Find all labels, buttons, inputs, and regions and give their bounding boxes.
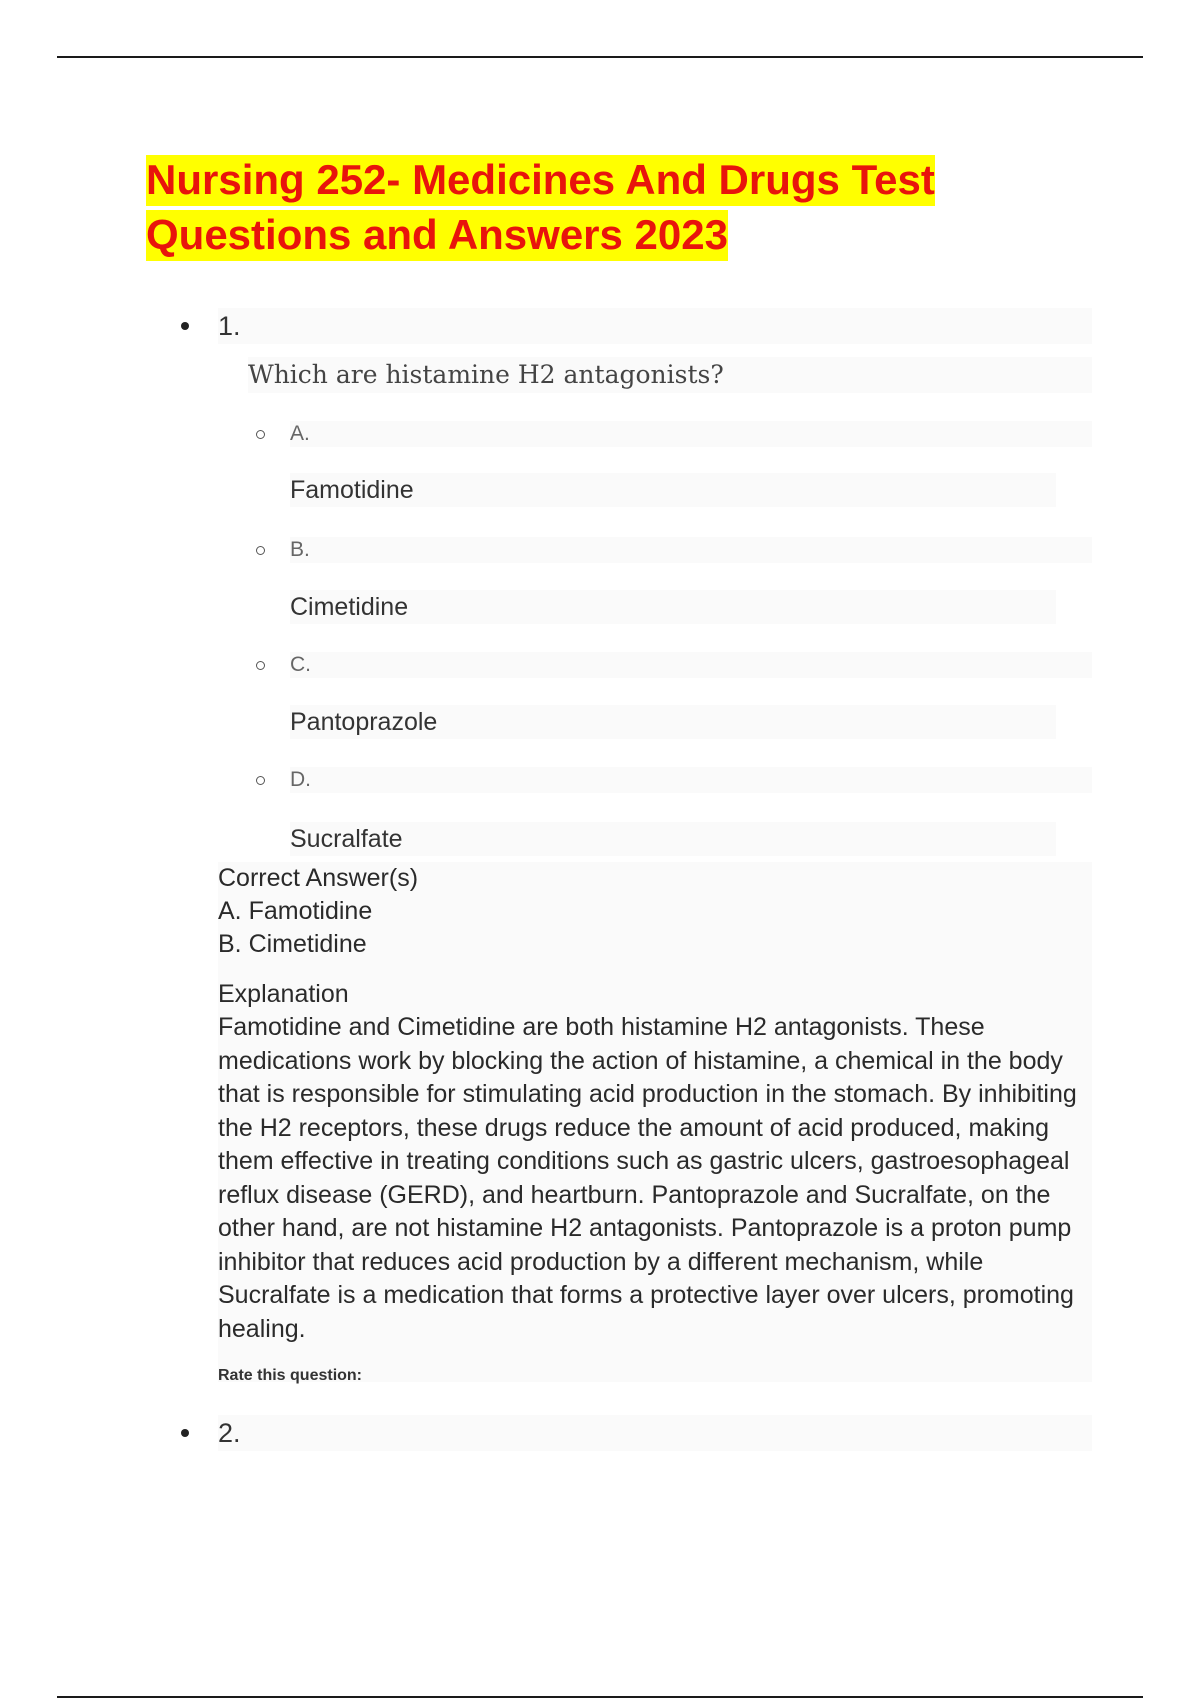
question-header-row [218,308,1092,344]
bullet-icon [181,1429,189,1437]
option-letter[interactable]: A. [290,422,310,445]
correct-answer: B. Cimetidine [218,930,367,958]
page-title [146,152,1006,262]
option-text[interactable]: Pantoprazole [290,705,1056,739]
option-letter[interactable]: B. [290,538,310,561]
title-line-1: Nursing 252- Medicines And Drugs Test [146,155,935,206]
question-text: Which are histamine H2 antagonists? [248,357,1092,393]
question-number: 1. [218,311,241,341]
option-letter-row [290,537,1092,563]
radio-circle-icon[interactable] [256,430,265,439]
option-text[interactable]: Cimetidine [290,590,1056,624]
explanation-text: Famotidine and Cimetidine are both histamine H2 antagonists. These medications work by blocking the action of histamine, a chemical in the body that is responsible for stimulating acid production in the stomach. By inhibiting the H2 receptors, these drugs reduce the amount of acid produced, making them effective in treating conditions such as gastric ulcers, gastroesophageal reflux disease (GERD), and heartburn. Pantoprazole and Sucralfate, on the other hand, are not histamine H2 antagonists. Pantoprazole is a proton pump inhibitor that reduces acid production by a different mechanism, while Sucralfate is a medication that forms a protective layer over ulcers, promoting healing. [218,1013,1077,1343]
bullet-icon [181,322,189,330]
option-letter-row [290,767,1092,793]
top-rule [57,56,1143,58]
option-letter-row [290,421,1092,447]
explanation-label: Explanation [218,980,349,1008]
answer-panel [218,862,1092,1382]
radio-circle-icon[interactable] [256,546,265,555]
title-line-2: Questions and Answers 2023 [146,210,728,261]
option-text[interactable]: Famotidine [290,473,1056,507]
correct-answer: A. Famotidine [218,897,373,925]
radio-circle-icon[interactable] [256,661,265,670]
option-letter-row [290,652,1092,678]
correct-answers-label: Correct Answer(s) [218,864,419,892]
option-letter[interactable]: D. [290,768,311,791]
radio-circle-icon[interactable] [256,776,265,785]
question-header-row [218,1415,1092,1451]
question-number: 2. [218,1418,241,1448]
option-letter[interactable]: C. [290,653,311,676]
option-text[interactable]: Sucralfate [290,822,1056,856]
bottom-rule [57,1696,1143,1698]
rate-question-label: Rate this question: [218,1367,363,1384]
